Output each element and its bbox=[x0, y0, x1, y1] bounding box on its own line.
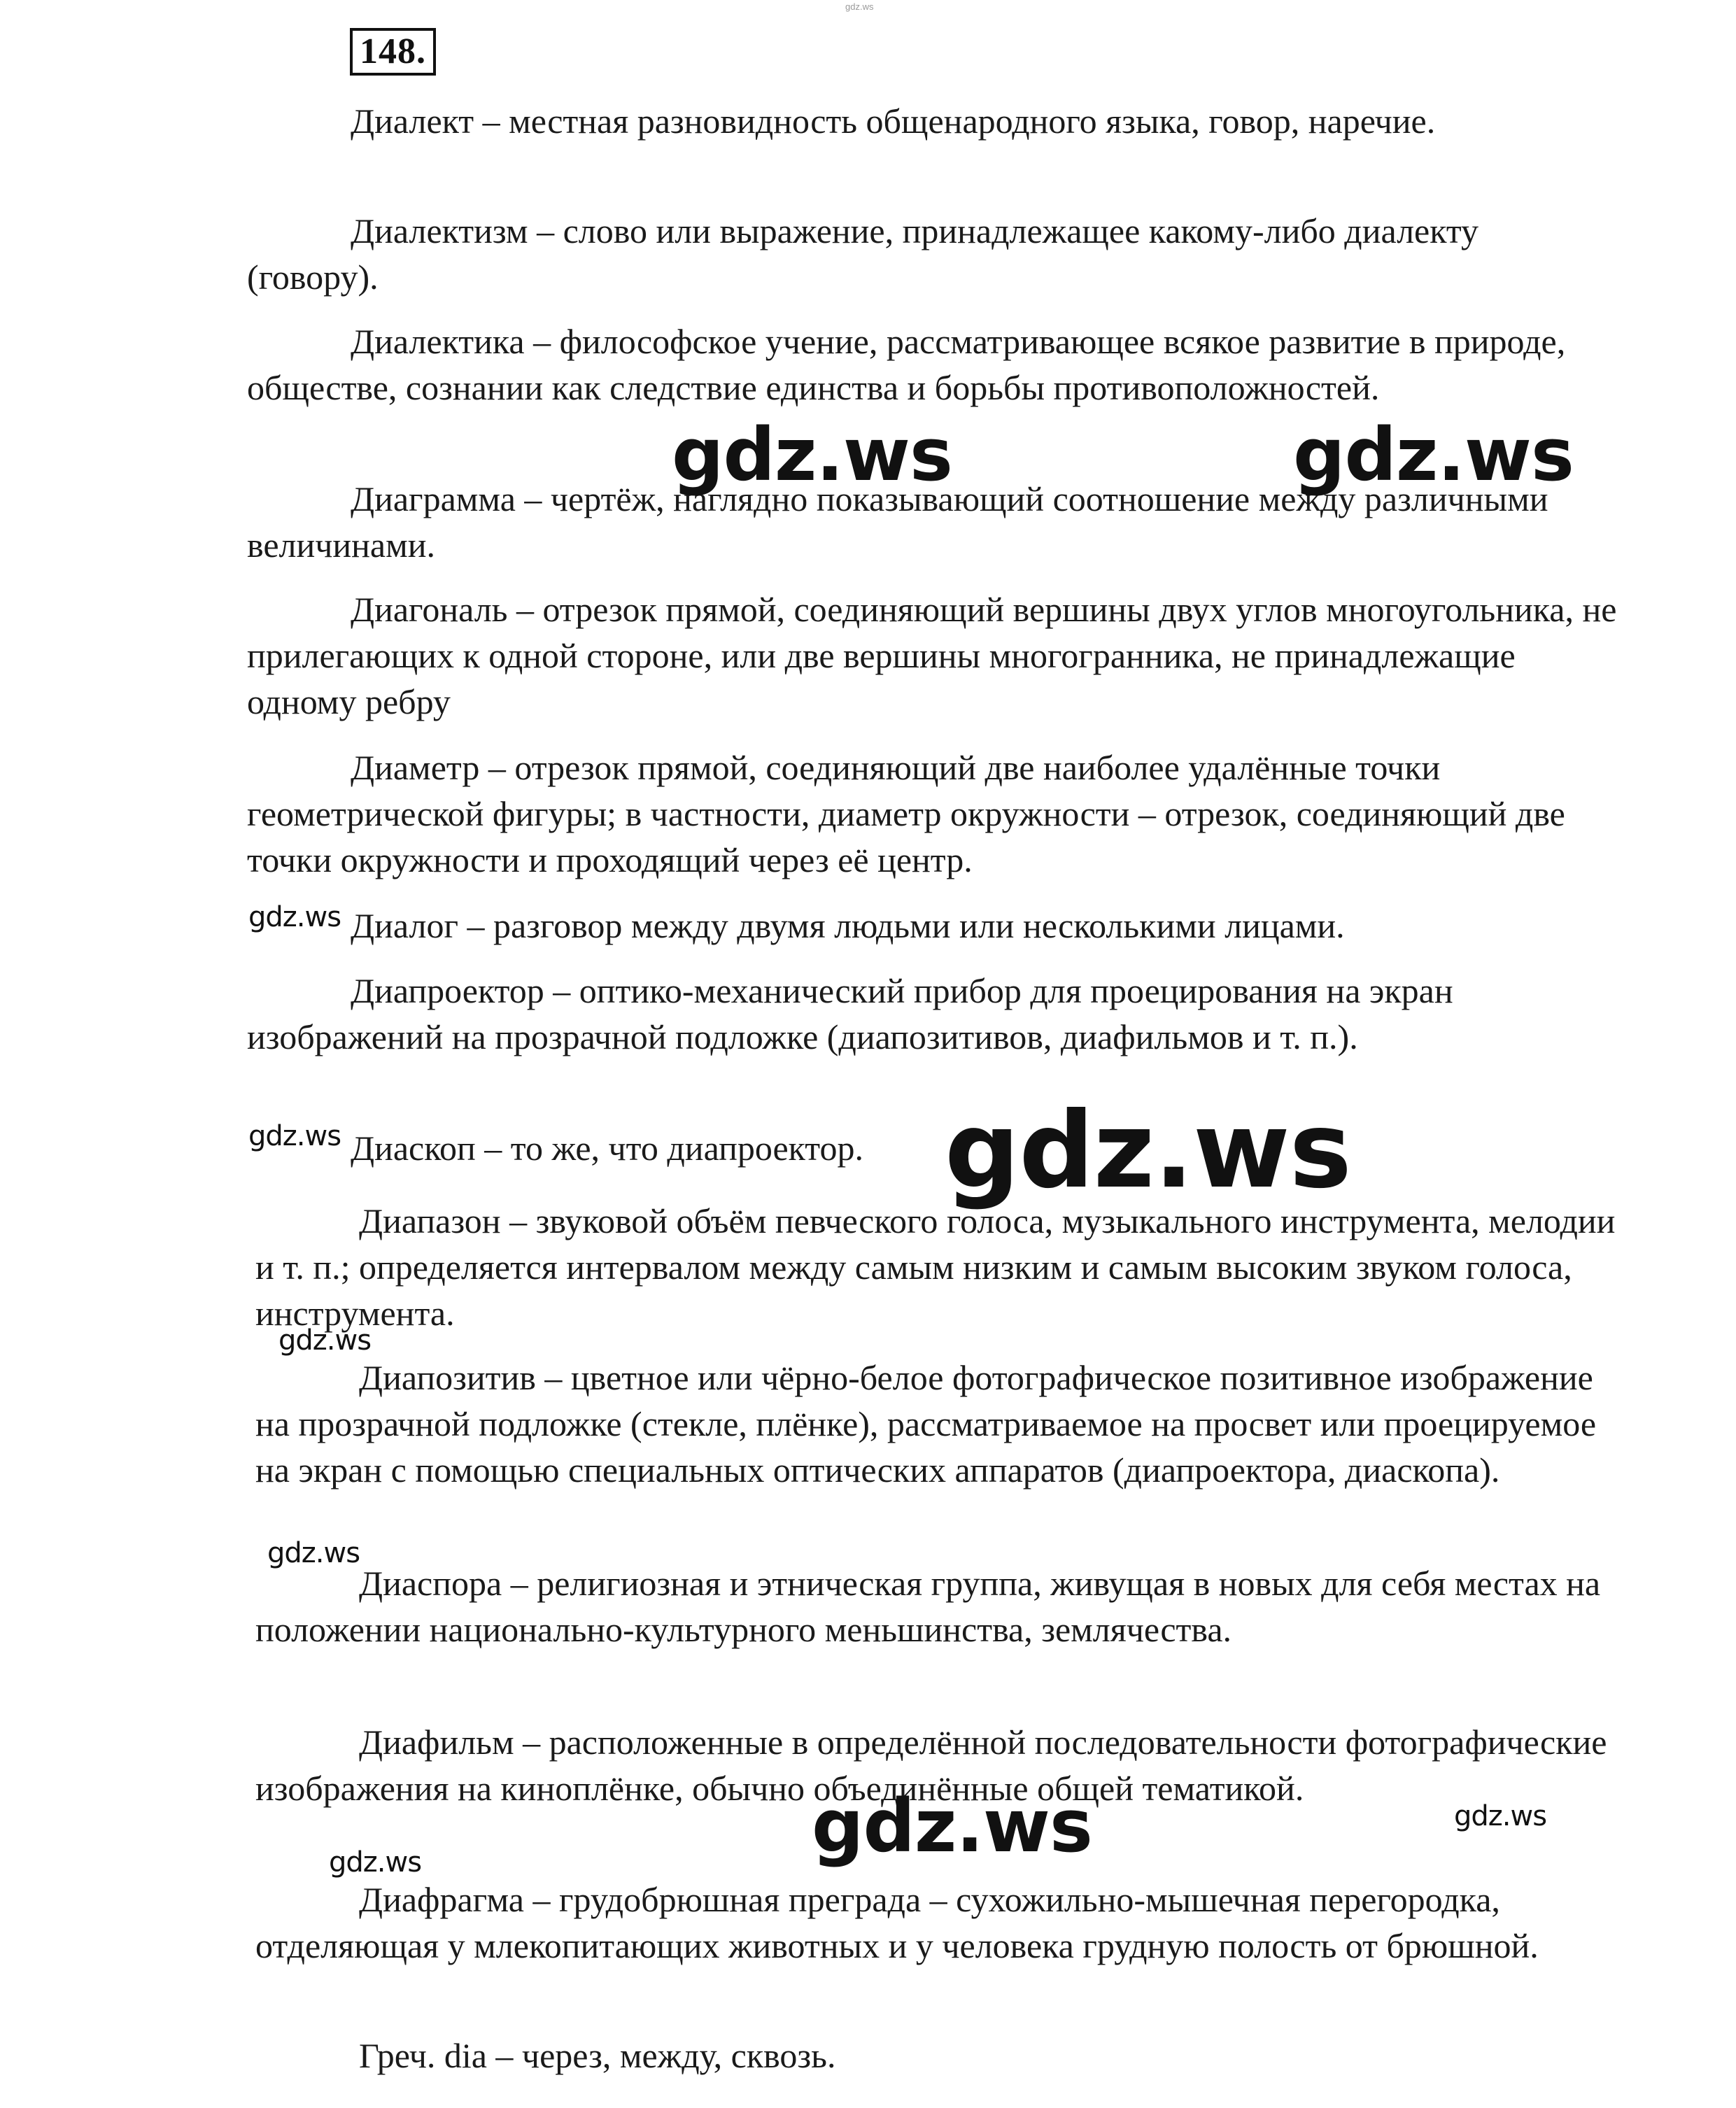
entry-diameter: Диаметр – отрезок прямой, соединяющий две наиболее удалённые точки геометрической фигуры; в частности, диаметр окружности – отрезок, соединяющий две точки окружности и проходящий через её центр. bbox=[247, 748, 1565, 879]
watermark: gdz.ws bbox=[1293, 412, 1574, 497]
entry-diascope: Диаскоп – то же, что диапроектор. bbox=[351, 1129, 863, 1168]
entry-filmstrip: Диафильм – расположенные в определённой последовательности фотографические изображения на киноплёнке, обычно объединённые общей тематикой. bbox=[255, 1723, 1607, 1808]
top-watermark: gdz.ws bbox=[845, 1, 874, 12]
watermark: gdz.ws bbox=[329, 1846, 422, 1879]
entry-diaprojector: Диапроектор – оптико-механический прибор для проецирования на экран изображений на прозрачной подложке (диапозитивов, диафильмов и т. п.). bbox=[247, 971, 1453, 1056]
watermark: gdz.ws bbox=[248, 901, 341, 933]
entry-dialogue: Диалог – разговор между двумя людьми или несколькими лицами. bbox=[351, 906, 1345, 945]
watermark: gdz.ws bbox=[812, 1783, 1092, 1869]
entry-diagonal: Диагональ – отрезок прямой, соединяющий вершины двух углов многоугольника, не прилегающих к одной стороне, или две вершины многогранника, не принадлежащие одному ребру bbox=[247, 590, 1617, 721]
entry-range: Диапазон – звуковой объём певческого голоса, музыкального инструмента, мелодии и т. п.; определяется интервалом между самым низким и самым высоким звуком голоса, инструмента. bbox=[255, 1201, 1616, 1333]
watermark: gdz.ws bbox=[1454, 1800, 1547, 1832]
entry-diagram: Диаграмма – чертёж, наглядно показывающий соотношение между различными величинами. bbox=[247, 479, 1548, 565]
entry-slide: Диапозитив – цветное или чёрно-белое фотографическое позитивное изображение на прозрачной подложке (стекле, плёнке), рассматриваемое на просвет или проецируемое на экран с помощью специальных оптических аппаратов (диапроектора, диаскопа). bbox=[255, 1358, 1597, 1490]
entry-greek-root: Греч. dia – через, между, сквозь. bbox=[359, 2036, 836, 2075]
task-number: 148. bbox=[350, 28, 436, 76]
watermark: gdz.ws bbox=[945, 1090, 1351, 1212]
watermark: gdz.ws bbox=[278, 1324, 372, 1357]
watermark: gdz.ws bbox=[267, 1537, 360, 1569]
entry-dialectism: Диалектизм – слово или выражение, принадлежащее какому-либо диалекту (говору). bbox=[247, 211, 1479, 297]
entry-diaphragm: Диафрагма – грудобрюшная преграда – сухожильно-мышечная перегородка, отделяющая у млекопитающих животных и у человека грудную полость от брюшной. bbox=[255, 1880, 1539, 1965]
watermark: gdz.ws bbox=[672, 412, 952, 497]
entry-dialectics: Диалектика – философское учение, рассматривающее всякое развитие в природе, обществе, сознании как следствие единства и борьбы противоположностей. bbox=[247, 322, 1566, 407]
watermark: gdz.ws bbox=[248, 1120, 341, 1152]
entry-diaspora: Диаспора – религиозная и этническая группа, живущая в новых для себя местах на положении национально-культурного меньшинства, землячества. bbox=[255, 1564, 1601, 1649]
entry-dialect: Диалект – местная разновидность общенародного языка, говор, наречие. bbox=[351, 101, 1436, 141]
